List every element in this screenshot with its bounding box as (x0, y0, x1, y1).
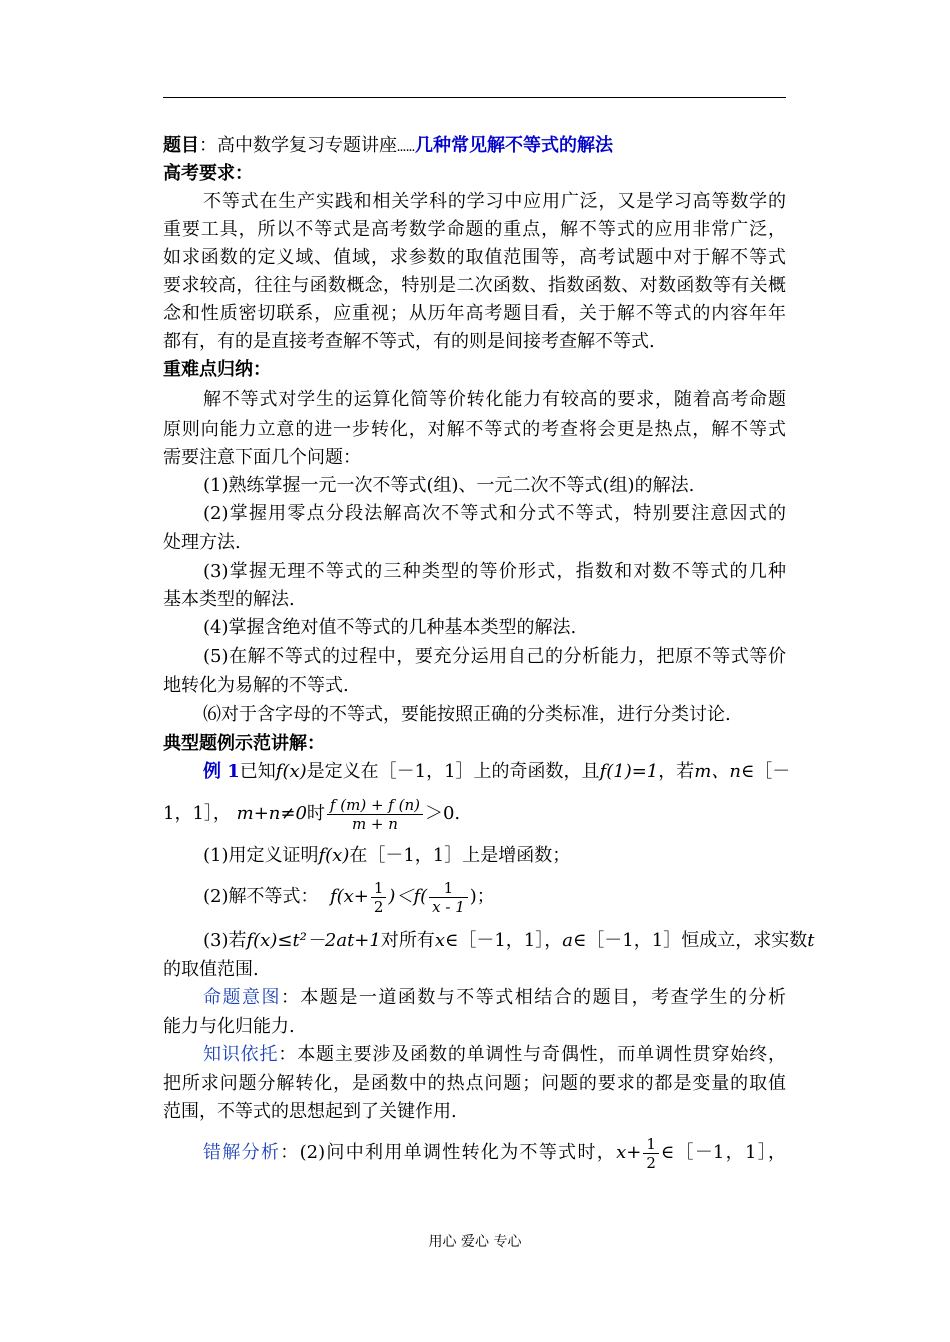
zhongnan-line: 解不等式对学生的运算化简等价转化能力有较高的要求，随着高考命题 (203, 389, 786, 410)
zhongnan-line: 原则向能力立意的进一步转化，对解不等式的考查将会更是热点，解不等式 (163, 419, 786, 440)
title-prefix: 高中数学复习专题讲座 (217, 135, 397, 156)
header-rule (163, 97, 786, 98)
cuojie-label: 错解分析 (203, 1142, 281, 1163)
half-fraction: $\frac{1}{2}$ (371, 879, 387, 916)
yituo-line: 把所求问题分解转化，是函数中的热点问题；问题的要求的都是变量的取值 (163, 1073, 786, 1094)
question-1: (1)用定义证明f(x)在［－1，1］上是增函数； (203, 845, 571, 866)
section-heading-gaokao: 高考要求： (163, 163, 253, 184)
reciprocal-fraction: $\frac{1}{x - 1}$ (429, 879, 468, 916)
point-item: (1)熟练掌握一元一次不等式(组)、一元二次不等式(组)的解法. (203, 475, 695, 496)
document-title: 题目：高中数学复习专题讲座……几种常见解不等式的解法 (163, 135, 613, 156)
cuojie-line: 错解分析：(2)问中利用单调性转化为不等式时，x+ $\frac{1}{2}$ ∈［－1，1］， (203, 1134, 787, 1172)
point-item: (3)掌握无理不等式的三种类型的等价形式，指数和对数不等式的几种 (203, 561, 786, 582)
page-footer: 用心 爱心 专心 (428, 1234, 522, 1250)
point-item: 处理方法. (163, 532, 241, 553)
gaokao-line: 不等式在生产实践和相关学科的学习中应用广泛，又是学习高等数学的 (203, 191, 786, 212)
example-1-line-2: 1，1］， m+n≠0时 $\frac{f (m) + f (n)}{m + n}$ ＞0. (163, 795, 461, 833)
section-heading-examples: 典型题例示范讲解： (163, 733, 325, 754)
gaokao-line: 要求较高，往往与函数概念，特别是二次函数、指数函数、对数函数等有关概 (163, 275, 786, 296)
point-item: (4)掌握含绝对值不等式的几种基本类型的解法. (203, 617, 577, 638)
half-fraction: $\frac{1}{2}$ (643, 1135, 659, 1172)
point-item: (2)掌握用零点分段法解高次不等式和分式不等式，特别要注意因式的 (203, 503, 786, 524)
yitu-line: 能力与化归能力. (163, 1016, 295, 1037)
point-item: (5)在解不等式的过程中，要充分运用自己的分析能力，把原不等式等价 (203, 646, 786, 667)
point-item: 基本类型的解法. (163, 589, 295, 610)
point-item: ⑹对于含字母的不等式，要能按照正确的分类标准，进行分类讨论. (203, 704, 731, 725)
gaokao-line: 如求函数的定义域、值域，求参数的取值范围等，高考试题中对于解不等式 (163, 247, 786, 268)
example-1-label: 例 1 (203, 761, 240, 782)
gaokao-line: 念和性质密切联系，应重视；从历年高考题目看，关于解不等式的内容年年 (163, 303, 786, 324)
yituo-label: 知识依托 (203, 1044, 279, 1065)
section-heading-zhongnan: 重难点归纳： (163, 359, 271, 380)
yituo-line: 知识依托：本题主要涉及函数的单调性与奇偶性，而单调性贯穿始终， (203, 1044, 787, 1065)
question-3-cont: 的取值范围. (163, 959, 259, 980)
question-2: (2)解不等式： f(x+ $\frac{1}{2}$ )＜f( $\frac{1}{x - 1}$ )； (203, 878, 495, 916)
gaokao-line: 重要工具，所以不等式是高考数学命题的重点，解不等式的应用非常广泛， (163, 219, 786, 240)
title-topic: 几种常见解不等式的解法 (415, 135, 613, 156)
gaokao-line: 都有，有的是直接考查解不等式，有的则是间接考查解不等式. (163, 331, 655, 352)
point-item: 地转化为易解的不等式. (163, 675, 349, 696)
zhongnan-line: 需要注意下面几个问题： (163, 447, 361, 468)
condition-fraction: $\frac{f (m) + f (n)}{m + n}$ (327, 796, 423, 833)
title-dots: …… (397, 144, 415, 154)
yitu-label: 命题意图 (203, 987, 281, 1008)
yituo-line: 范围，不等式的思想起到了关键作用. (163, 1101, 457, 1122)
yitu-line: 命题意图：本题是一道函数与不等式相结合的题目，考查学生的分析 (203, 987, 787, 1008)
title-label: 题目 (163, 135, 199, 156)
question-3: (3)若f(x)≤t²－2at+1对所有x∈［－1，1］，a∈［－1，1］恒成立，求实数t (203, 930, 815, 951)
example-1-line-1: 例 1已知f(x)是定义在［－1，1］上的奇函数，且f(1)=1，若m、n∈［－ (203, 761, 791, 782)
